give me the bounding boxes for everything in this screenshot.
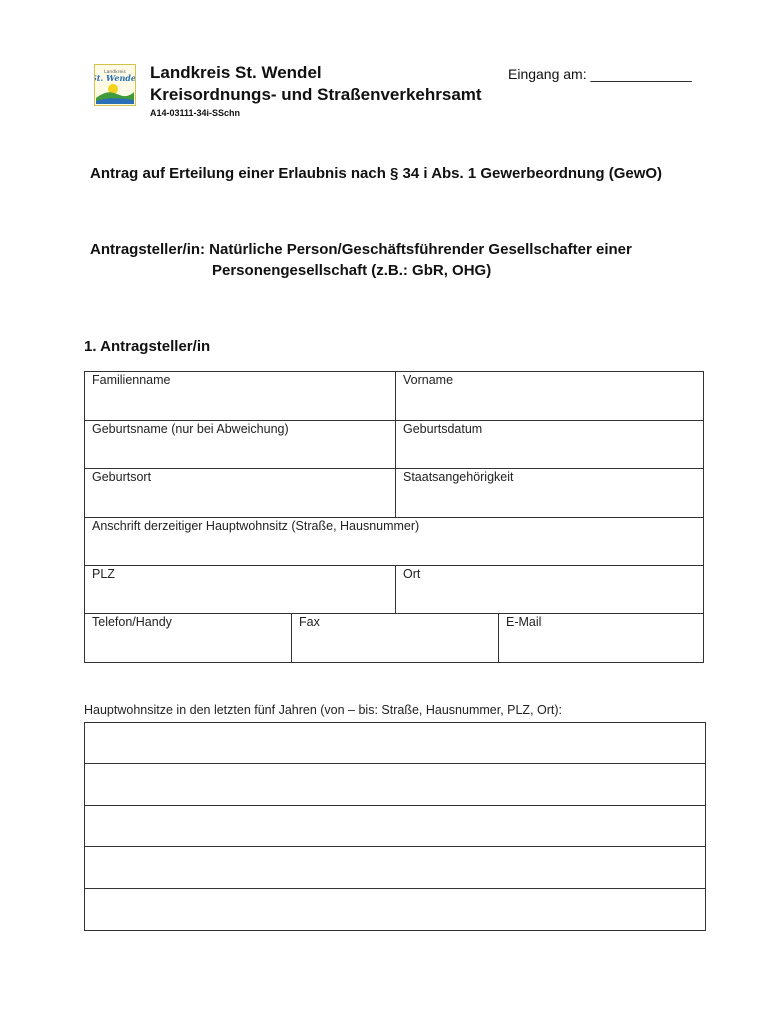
residence-history-table <box>84 722 706 931</box>
birth-name-field[interactable] <box>85 421 395 468</box>
family-name-label: Familienname <box>92 373 171 387</box>
residence-history-row[interactable] <box>85 806 705 847</box>
nationality-label: Staatsangehörigkeit <box>403 470 514 484</box>
document-code: A14-03111-34i-SSchn <box>150 108 241 118</box>
city-field[interactable] <box>396 566 704 613</box>
residence-history-label: Hauptwohnsitze in den letzten fünf Jahren (von – bis: Straße, Hausnummer, PLZ, Ort): <box>84 703 563 717</box>
district-logo <box>94 64 136 106</box>
birth-place-label: Geburtsort <box>92 470 152 484</box>
address-field[interactable] <box>85 518 704 565</box>
phone-label: Telefon/Handy <box>92 615 172 629</box>
svg-text:Landkreis: Landkreis <box>104 70 126 75</box>
email-field[interactable] <box>499 614 704 662</box>
birth-date-label: Geburtsdatum <box>403 422 483 436</box>
zip-label: PLZ <box>92 567 115 581</box>
district-logo-graphic <box>95 65 135 105</box>
family-name-field[interactable] <box>85 372 395 420</box>
residence-history-row[interactable] <box>85 848 705 889</box>
fax-label: Fax <box>299 615 320 629</box>
org-name: Landkreis St. Wendel <box>150 63 322 82</box>
nationality-field[interactable] <box>396 469 704 517</box>
applicant-type-line1: Antragsteller/in: Natürliche Person/Geschäftsführender Gesellschafter einer <box>90 241 632 258</box>
section-title-applicant: 1. Antragsteller/in <box>84 338 211 355</box>
birth-name-label: Geburtsname (nur bei Abweichung) <box>92 422 289 436</box>
residence-history-row[interactable] <box>85 723 705 764</box>
first-name-field[interactable] <box>396 372 704 420</box>
birth-date-field[interactable] <box>396 421 704 468</box>
applicant-form-table <box>84 371 704 663</box>
city-label: Ort <box>403 567 421 581</box>
zip-field[interactable] <box>85 566 395 613</box>
residence-history-row[interactable] <box>85 765 705 806</box>
residence-history-row[interactable] <box>85 889 705 930</box>
birth-place-field[interactable] <box>85 469 395 517</box>
address-label: Anschrift derzeitiger Hauptwohnsitz (Straße, Hausnummer) <box>92 519 420 533</box>
fax-field[interactable] <box>292 614 498 662</box>
received-date-field[interactable]: Eingang am: _____________ <box>508 66 692 82</box>
first-name-label: Vorname <box>403 373 454 387</box>
form-title: Antrag auf Erteilung einer Erlaubnis nach § 34 i Abs. 1 Gewerbeordnung (GewO) <box>90 165 663 182</box>
phone-field[interactable] <box>85 614 291 662</box>
org-department: Kreisordnungs- und Straßenverkehrsamt <box>150 85 482 104</box>
svg-text:St. Wendel: t. Wend <box>96 73 131 83</box>
applicant-type-line2: Personengesellschaft (z.B.: GbR, OHG) <box>212 262 492 279</box>
email-label: E-Mail <box>506 615 542 629</box>
